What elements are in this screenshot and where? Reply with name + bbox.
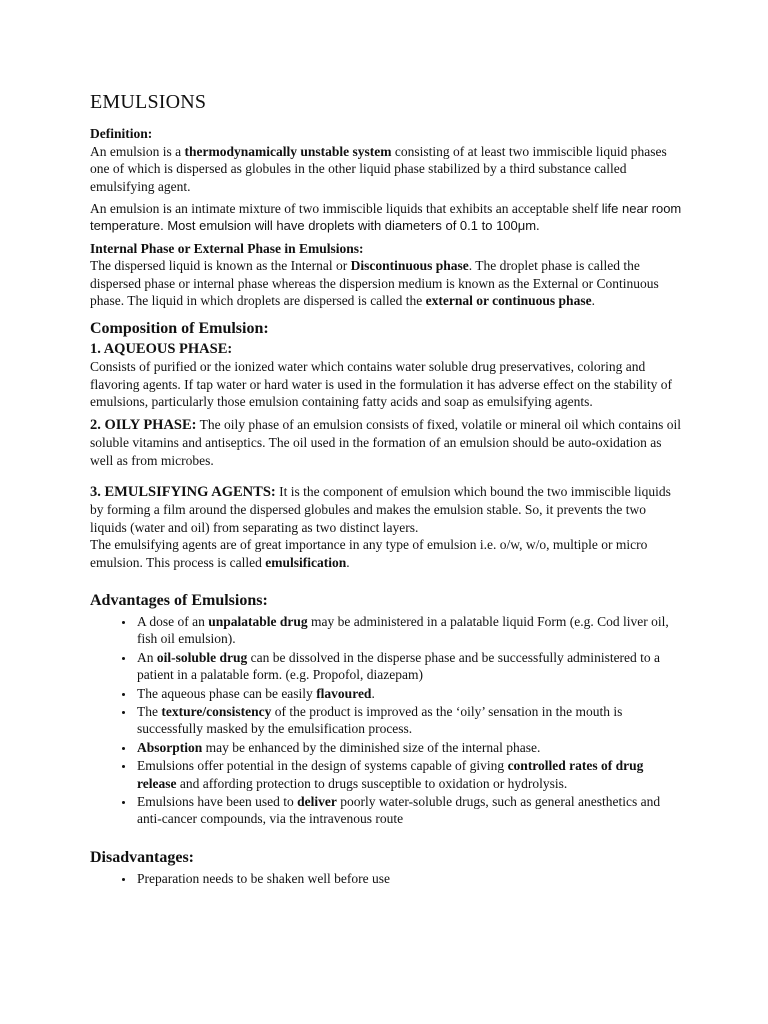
bold-term: Discontinuous phase [350, 258, 469, 274]
phases-paragraph: The dispersed liquid is known as the Internal or Discontinuous phase. The droplet phase is called the dispersed phase or internal phase whereas the dispersion medium is known as the External or Continuous phase. The liquid in which droplets are dispersed is called the external or continuous phase. [90, 258, 659, 309]
list-item: • The texture/consistency of the product is improved as the ‘oily’ sensation in the mouth is successfully masked by the emulsification process. [135, 703, 682, 738]
document-body [90, 91, 682, 888]
bold-term: external or continuous phase [425, 293, 592, 309]
advantages-heading: Advantages of Emulsions: [90, 591, 268, 609]
list-item: • Emulsions offer potential in the design of systems capable of giving controlled rates of drug release and affording protection to drugs susceptible to oxidation or hydrolysis. [135, 757, 682, 792]
oily-phase-paragraph: 2. OILY PHASE: The oily phase of an emulsion consists of fixed, volatile or mineral oil which contains oil soluble vitamins and antiseptics. The oil used in the formation of an emulsion should be auto-oxidation as well as from microbes. [90, 416, 682, 468]
emulsifying-agents-paragraph-2: The emulsifying agents are of great importance in any type of emulsion i.e. o/w, w/o, multiple or micro emulsion. This process is called emulsification. [90, 537, 648, 570]
list-item: • Preparation needs to be shaken well before use [135, 870, 682, 887]
list-item: • Emulsions have been used to deliver poorly water-soluble drugs, such as general anesthetics and anti-cancer compounds, via the intravenous route [135, 793, 682, 828]
list-item: • The aqueous phase can be easily flavoured. [135, 685, 682, 702]
list-item: • A dose of an unpalatable drug may be administered in a palatable liquid Form (e.g. Cod liver oil, fish oil emulsion). [135, 613, 682, 648]
emulsifying-agents-paragraph: 3. EMULSIFYING AGENTS: It is the component of emulsion which bound the two immiscible liquids by forming a film around the dispersed globules and makes the emulsion stable. So, it prevents the two liquids (water and oil) from separating as two distinct layers. [90, 483, 671, 535]
emulsifying-agents-heading: 3. EMULSIFYING AGENTS: [90, 483, 276, 500]
disadvantages-list [90, 870, 682, 887]
bold-term: emulsification [265, 554, 347, 570]
page-title: EMULSIONS [90, 91, 207, 113]
oily-phase-heading: 2. OILY PHASE: [90, 416, 197, 433]
list-item: • Absorption may be enhanced by the diminished size of the internal phase. [135, 739, 682, 756]
disadvantages-heading: Disadvantages: [90, 848, 195, 866]
aqueous-phase-text: Consists of purified or the ionized water which contains water soluble drug preservatives, coloring and flavoring agents. If tap water or hard water is used in the formulation it has adverse effect on the stability of emulsions, particularly those emulsion containing fatty acids and soap as emulsifying agents. [90, 359, 672, 410]
bold-term: thermodynamically unstable system [184, 143, 392, 159]
aqueous-phase-heading: 1. AQUEOUS PHASE: [90, 341, 233, 358]
list-item: • An oil-soluble drug can be dissolved in the disperse phase and be successfully administered to a patient in a palatable form. (e.g. Propofol, diazepam) [135, 649, 682, 684]
composition-heading: Composition of Emulsion: [90, 320, 269, 338]
phases-heading: Internal Phase or External Phase in Emulsions: [90, 240, 364, 256]
definition-heading: Definition: [90, 126, 153, 142]
advantages-list [90, 613, 682, 828]
definition-paragraph-2: An emulsion is an intimate mixture of two immiscible liquids that exhibits an acceptable shelf life near room temperature. Most emulsion will have droplets with diameters of 0.1 to 100μm. [90, 201, 682, 234]
definition-paragraph-1: An emulsion is a thermodynamically unstable system consisting of at least two immiscible liquid phases one of which is dispersed as globules in the other liquid phase stabilized by a third substance called emulsifying agent. [90, 143, 667, 194]
